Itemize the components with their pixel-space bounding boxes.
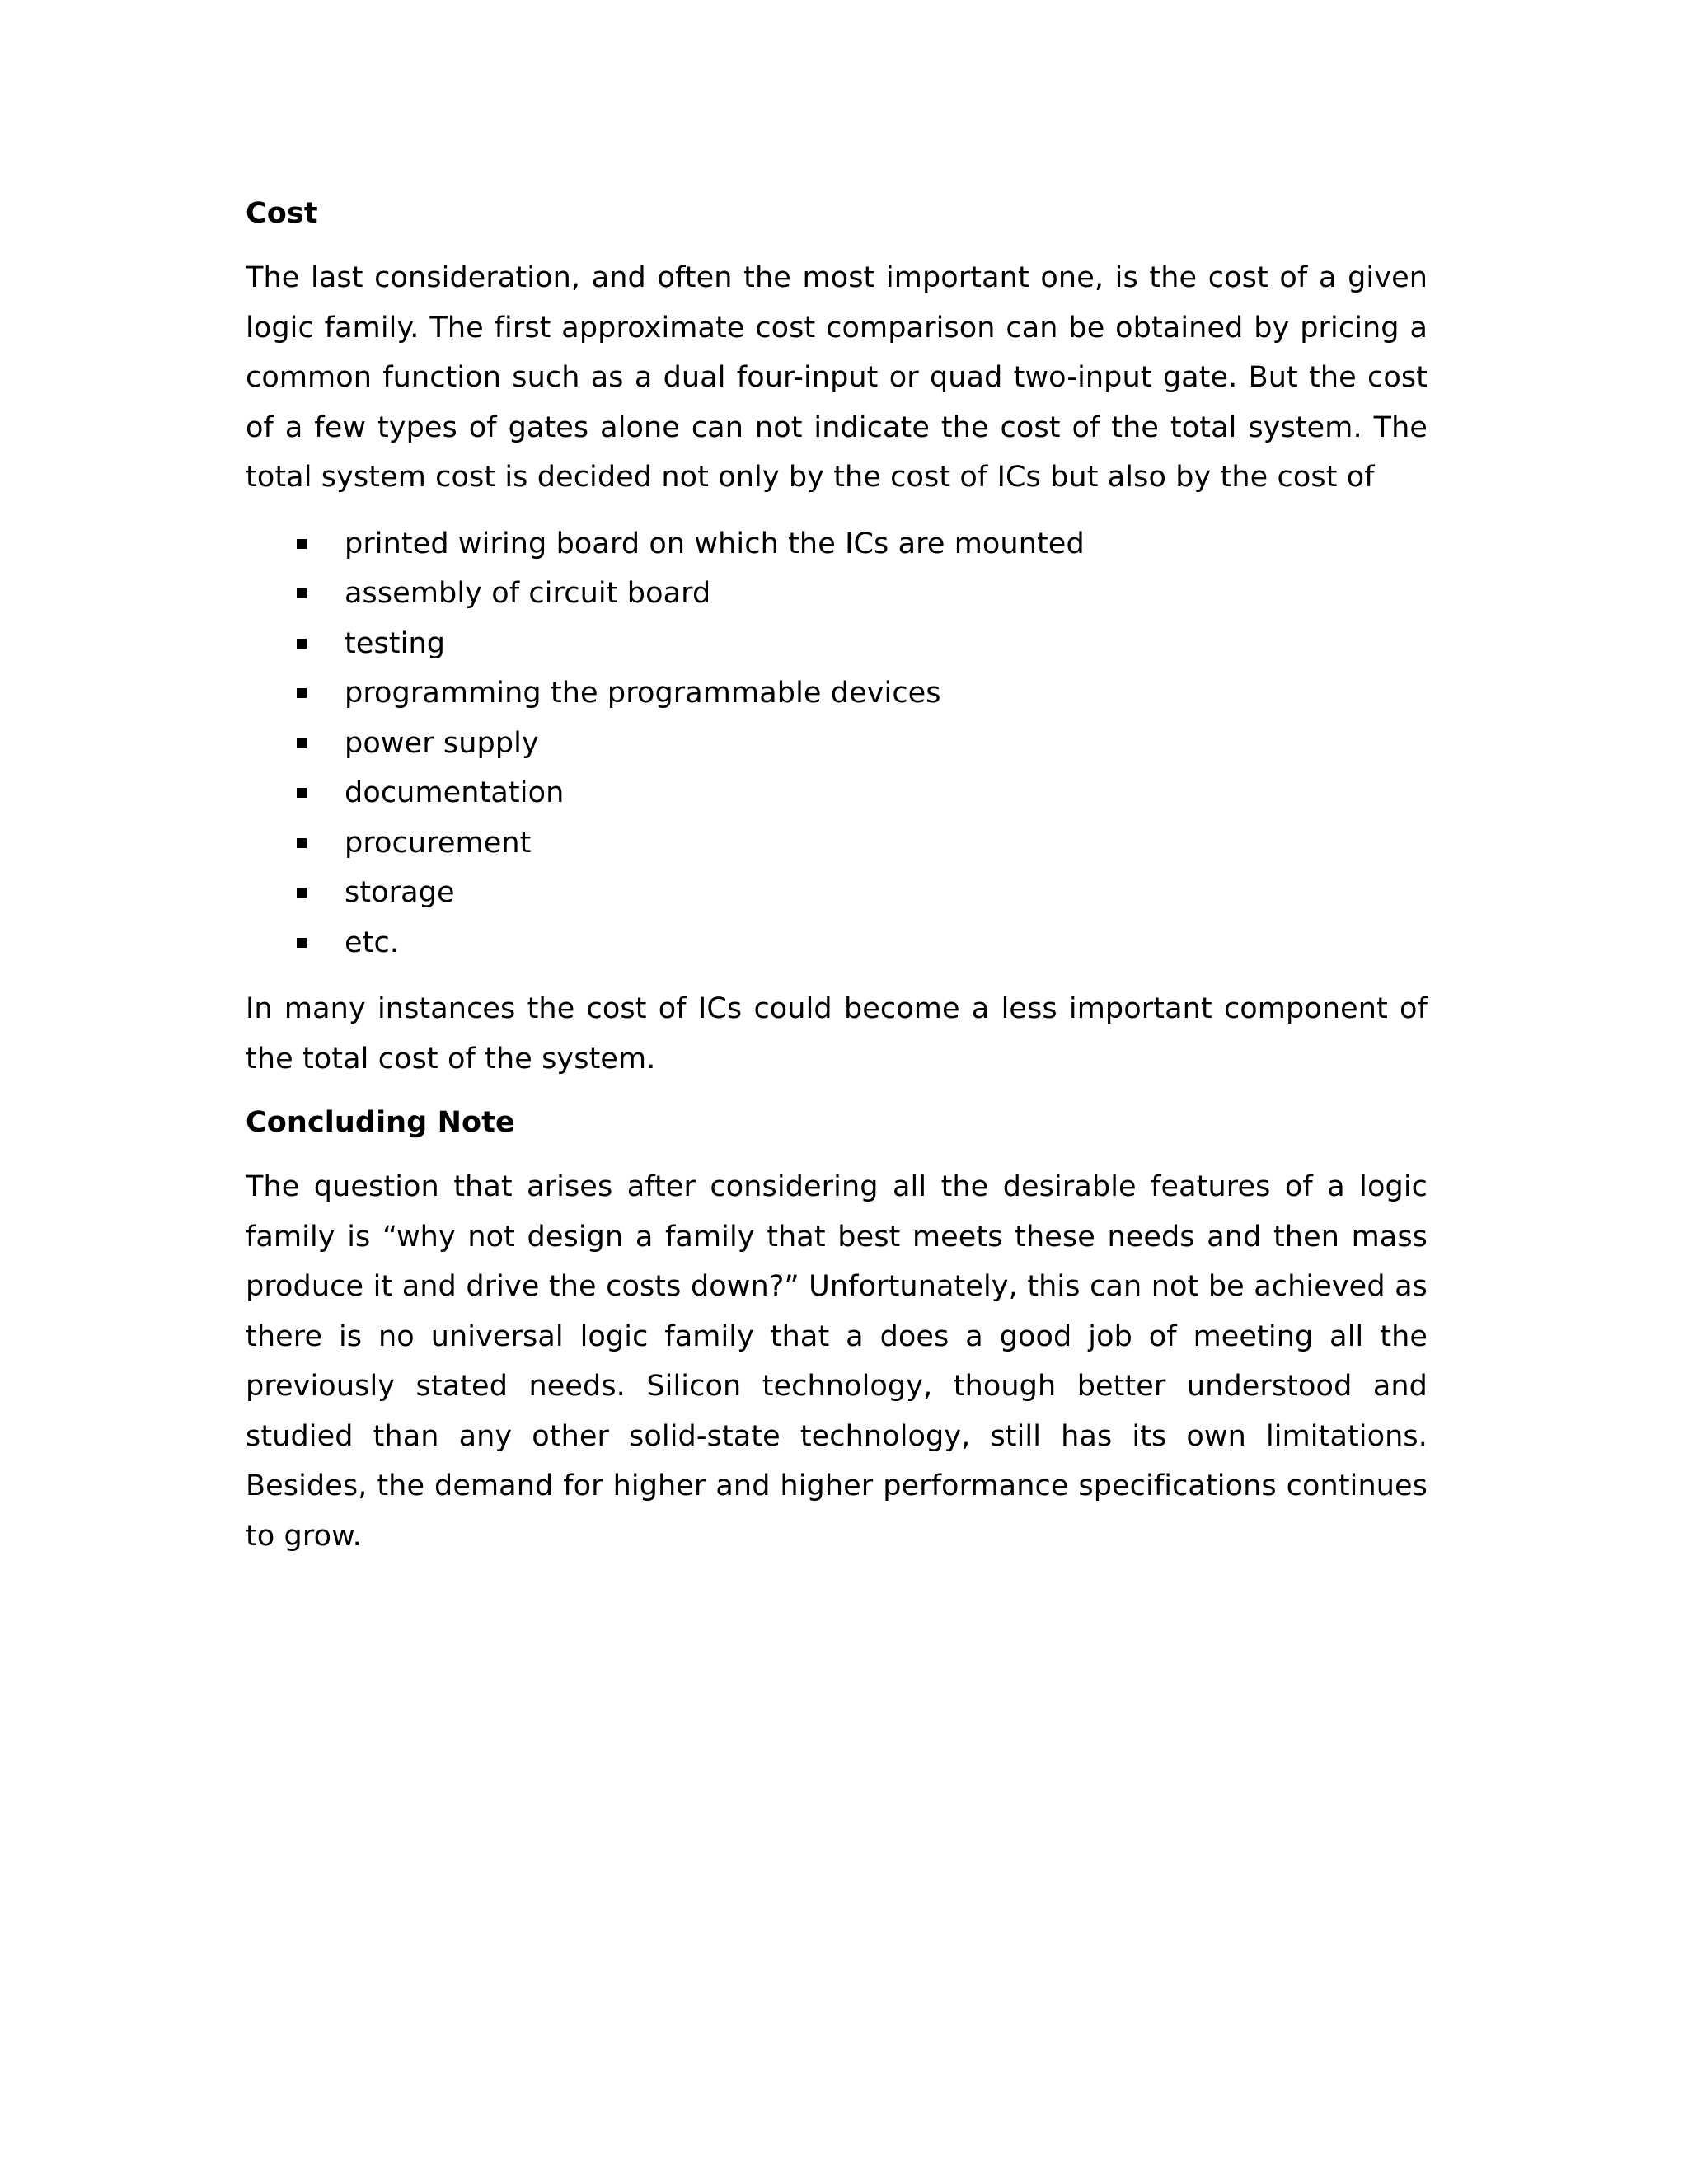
- concluding-paragraph: The question that arises after considering all the desirable features of a logic family is “why not design a family that best meets these needs and then mass produce it and drive the costs down?” Unfortunately, this can not be achieved as there is no universal logic family that a does a good job of meeting all the previously stated needs. Silicon technology, though better understood and studied than any other solid-state technology, still has its own limitations. Besides, the demand for higher and higher performance specifications continues to grow.: [246, 1170, 1428, 1553]
- list-item: [246, 668, 1428, 719]
- list-item: [246, 569, 1428, 619]
- list-item-text: testing: [345, 626, 446, 660]
- square-bullet-icon: [297, 938, 307, 948]
- square-bullet-icon: [297, 738, 307, 748]
- list-item: [246, 619, 1428, 669]
- cost-intro-paragraph: The last consideration, and often the most important one, is the cost of a given logic family. The first approximate cost comparison can be obtained by pricing a common function such as a dual four-input or quad two-input gate. But the cost of a few types of gates alone can not indicate the cost of the total system. The total system cost is decided not only by the cost of ICs but also by the cost of: [246, 261, 1428, 494]
- list-item: [246, 868, 1428, 918]
- list-item: [246, 918, 1428, 968]
- section-heading-cost: Cost: [246, 197, 318, 230]
- square-bullet-icon: [297, 838, 307, 848]
- list-item-text: procurement: [345, 826, 532, 860]
- list-item-text: documentation: [345, 776, 565, 809]
- list-item: [246, 768, 1428, 818]
- cost-factors-list: [246, 519, 1428, 968]
- section-heading-concluding-note: Concluding Note: [246, 1106, 515, 1139]
- list-item-text: programming the programmable devices: [345, 677, 941, 710]
- list-item-text: assembly of circuit board: [345, 577, 711, 610]
- square-bullet-icon: [297, 588, 307, 598]
- list-item-text: storage: [345, 876, 455, 909]
- list-item-text: etc.: [345, 926, 400, 959]
- list-item: [246, 719, 1428, 769]
- square-bullet-icon: [297, 639, 307, 649]
- list-item: [246, 818, 1428, 869]
- square-bullet-icon: [297, 688, 307, 698]
- square-bullet-icon: [297, 788, 307, 798]
- list-item-text: printed wiring board on which the ICs are mounted: [345, 527, 1085, 560]
- square-bullet-icon: [297, 539, 307, 549]
- cost-closing-paragraph: In many instances the cost of ICs could become a less important component of the total cost of the system.: [246, 992, 1428, 1076]
- list-item-text: power supply: [345, 726, 539, 760]
- square-bullet-icon: [297, 888, 307, 898]
- document-page: [246, 191, 1428, 1561]
- list-item: [246, 519, 1428, 569]
